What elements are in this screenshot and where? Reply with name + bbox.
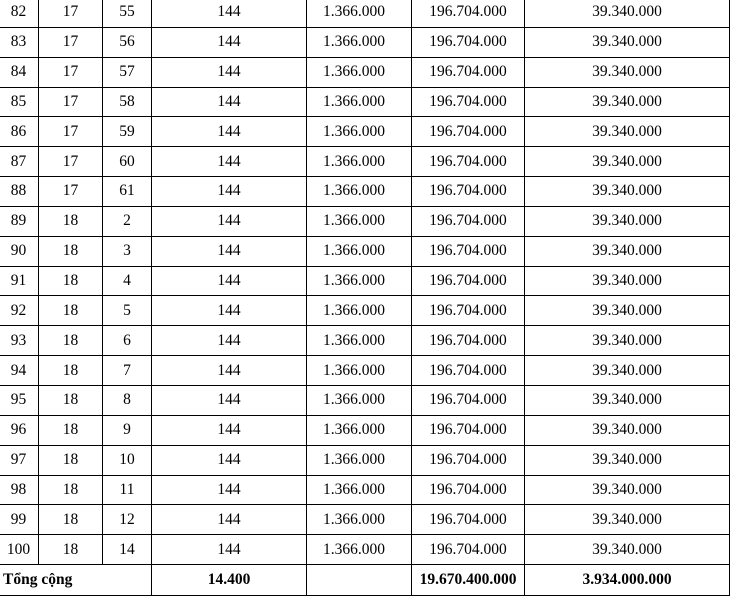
lot-cell: 55 [103,0,152,27]
unit-price-cell: 1.366.000 [307,356,412,386]
block-cell: 18 [39,266,103,296]
area-cell: 144 [152,87,307,117]
deposit-cell: 39.340.000 [525,236,730,266]
unit-price-cell: 1.366.000 [307,27,412,57]
lot-cell: 3 [103,236,152,266]
lot-cell: 8 [103,385,152,415]
deposit-cell: 39.340.000 [525,445,730,475]
row-index-cell: 91 [0,266,39,296]
table-row [0,356,730,386]
deposit-cell: 39.340.000 [525,385,730,415]
deposit-cell: 39.340.000 [525,57,730,87]
unit-price-cell: 1.366.000 [307,57,412,87]
unit-price-cell: 1.366.000 [307,296,412,326]
amount-cell: 196.704.000 [412,117,525,147]
row-index-cell: 89 [0,206,39,236]
area-cell: 144 [152,206,307,236]
row-index-cell: 97 [0,445,39,475]
block-cell: 18 [39,445,103,475]
area-cell: 144 [152,415,307,445]
area-cell: 144 [152,326,307,356]
lot-cell: 57 [103,57,152,87]
deposit-cell: 39.340.000 [525,535,730,565]
area-cell: 144 [152,385,307,415]
amount-cell: 196.704.000 [412,206,525,236]
total-area-cell: 14.400 [152,565,307,596]
row-index-cell: 86 [0,117,39,147]
block-cell: 17 [39,177,103,207]
unit-price-cell: 1.366.000 [307,535,412,565]
amount-cell: 196.704.000 [412,236,525,266]
table-row [0,266,730,296]
lot-cell: 6 [103,326,152,356]
lot-cell: 61 [103,177,152,207]
deposit-cell: 39.340.000 [525,0,730,27]
block-cell: 17 [39,87,103,117]
unit-price-cell: 1.366.000 [307,147,412,177]
unit-price-cell: 1.366.000 [307,236,412,266]
unit-price-cell: 1.366.000 [307,0,412,27]
block-cell: 18 [39,326,103,356]
lot-cell: 59 [103,117,152,147]
block-cell: 18 [39,206,103,236]
block-cell: 17 [39,57,103,87]
table-row [0,445,730,475]
block-cell: 18 [39,535,103,565]
amount-cell: 196.704.000 [412,0,525,27]
row-index-cell: 83 [0,27,39,57]
amount-cell: 196.704.000 [412,266,525,296]
unit-price-cell: 1.366.000 [307,385,412,415]
amount-cell: 196.704.000 [412,87,525,117]
amount-cell: 196.704.000 [412,177,525,207]
amount-cell: 196.704.000 [412,505,525,535]
lot-cell: 12 [103,505,152,535]
deposit-cell: 39.340.000 [525,87,730,117]
row-index-cell: 82 [0,0,39,27]
unit-price-cell: 1.366.000 [307,87,412,117]
amount-cell: 196.704.000 [412,356,525,386]
block-cell: 18 [39,296,103,326]
total-label-cell: Tổng cộng [0,565,152,596]
row-index-cell: 98 [0,475,39,505]
block-cell: 18 [39,505,103,535]
row-index-cell: 85 [0,87,39,117]
row-index-cell: 96 [0,415,39,445]
amount-cell: 196.704.000 [412,27,525,57]
row-index-cell: 99 [0,505,39,535]
table-row [0,385,730,415]
block-cell: 18 [39,356,103,386]
deposit-cell: 39.340.000 [525,296,730,326]
area-cell: 144 [152,445,307,475]
block-cell: 17 [39,27,103,57]
total-deposit-cell: 3.934.000.000 [525,565,730,596]
lot-cell: 7 [103,356,152,386]
row-index-cell: 94 [0,356,39,386]
lot-cell: 10 [103,445,152,475]
block-cell: 17 [39,117,103,147]
area-cell: 144 [152,57,307,87]
area-cell: 144 [152,177,307,207]
deposit-cell: 39.340.000 [525,27,730,57]
table-row [0,415,730,445]
row-index-cell: 87 [0,147,39,177]
amount-cell: 196.704.000 [412,385,525,415]
unit-price-cell: 1.366.000 [307,266,412,296]
deposit-cell: 39.340.000 [525,117,730,147]
lot-cell: 58 [103,87,152,117]
total-unit-price-cell [307,565,412,596]
table-row [0,117,730,147]
row-index-cell: 95 [0,385,39,415]
row-index-cell: 90 [0,236,39,266]
amount-cell: 196.704.000 [412,57,525,87]
area-cell: 144 [152,27,307,57]
unit-price-cell: 1.366.000 [307,326,412,356]
unit-price-cell: 1.366.000 [307,505,412,535]
deposit-cell: 39.340.000 [525,177,730,207]
unit-price-cell: 1.366.000 [307,445,412,475]
row-index-cell: 100 [0,535,39,565]
table-row [0,296,730,326]
amount-cell: 196.704.000 [412,296,525,326]
deposit-cell: 39.340.000 [525,326,730,356]
row-index-cell: 92 [0,296,39,326]
unit-price-cell: 1.366.000 [307,475,412,505]
area-cell: 144 [152,0,307,27]
lot-cell: 5 [103,296,152,326]
unit-price-cell: 1.366.000 [307,206,412,236]
amount-cell: 196.704.000 [412,415,525,445]
lot-cell: 56 [103,27,152,57]
lot-cell: 4 [103,266,152,296]
unit-price-cell: 1.366.000 [307,117,412,147]
area-cell: 144 [152,475,307,505]
table-row [0,177,730,207]
area-cell: 144 [152,356,307,386]
table-row [0,535,730,565]
table-row [0,87,730,117]
area-cell: 144 [152,505,307,535]
block-cell: 17 [39,0,103,27]
table-row [0,326,730,356]
area-cell: 144 [152,147,307,177]
table-row [0,475,730,505]
total-amount-cell: 19.670.400.000 [412,565,525,596]
area-cell: 144 [152,236,307,266]
unit-price-cell: 1.366.000 [307,415,412,445]
lot-cell: 9 [103,415,152,445]
amount-cell: 196.704.000 [412,445,525,475]
deposit-cell: 39.340.000 [525,266,730,296]
row-index-cell: 88 [0,177,39,207]
deposit-cell: 39.340.000 [525,356,730,386]
lot-cell: 60 [103,147,152,177]
amount-cell: 196.704.000 [412,535,525,565]
row-index-cell: 84 [0,57,39,87]
table-row [0,147,730,177]
table-row [0,206,730,236]
table-row [0,505,730,535]
area-cell: 144 [152,296,307,326]
block-cell: 18 [39,236,103,266]
deposit-cell: 39.340.000 [525,415,730,445]
amount-cell: 196.704.000 [412,475,525,505]
deposit-cell: 39.340.000 [525,505,730,535]
deposit-cell: 39.340.000 [525,475,730,505]
amount-cell: 196.704.000 [412,147,525,177]
table-row [0,236,730,266]
unit-price-cell: 1.366.000 [307,177,412,207]
area-cell: 144 [152,535,307,565]
lot-cell: 2 [103,206,152,236]
area-cell: 144 [152,266,307,296]
total-row [0,565,730,596]
block-cell: 18 [39,475,103,505]
lot-cell: 14 [103,535,152,565]
area-cell: 144 [152,117,307,147]
table-row [0,0,730,27]
table-row [0,27,730,57]
deposit-cell: 39.340.000 [525,206,730,236]
lot-cell: 11 [103,475,152,505]
table-row [0,57,730,87]
row-index-cell: 93 [0,326,39,356]
deposit-cell: 39.340.000 [525,147,730,177]
block-cell: 17 [39,147,103,177]
amount-cell: 196.704.000 [412,326,525,356]
block-cell: 18 [39,385,103,415]
block-cell: 18 [39,415,103,445]
